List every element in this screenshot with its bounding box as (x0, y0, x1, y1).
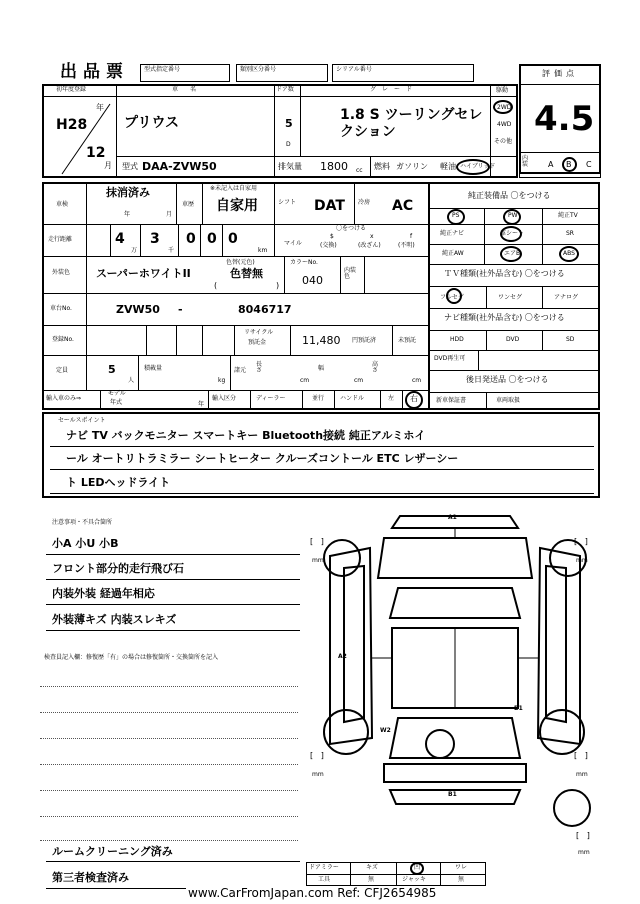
fuel-label: 燃料 (374, 162, 390, 171)
mileage-tamper-symbol: x (370, 233, 374, 240)
mm-bracket-fl: [ ] (310, 537, 324, 546)
dims-label: 諸元 (234, 367, 247, 374)
equip-oem-aw: 純正AW (442, 250, 464, 257)
damage-a2: A2 (338, 653, 347, 660)
legend-crack: ワレ (455, 864, 468, 871)
inspector-label: 検査員記入欄：修復歴「有」の場合は修復箇所・交換箇所を記入 (44, 654, 219, 661)
damage-b1-rear: B1 (448, 791, 457, 798)
interior-color-label: 内装色 (344, 267, 357, 280)
interior-grade-label: 内装 (522, 155, 529, 168)
color-no-value: 040 (302, 274, 323, 287)
oem-title: 純正装備品 〇をつける (468, 191, 551, 200)
mm-bracket-fr: [ ] (574, 537, 588, 546)
color-value: スーパーホワイトII (96, 267, 191, 280)
type-cert-label: 型式指定番号 (144, 66, 181, 73)
height-label: 高さ (372, 361, 379, 374)
reg-no-label: 登録No. (52, 336, 74, 343)
legend-door-mirror: ドアミラー (309, 864, 339, 871)
inspection-label: 車検 (56, 201, 69, 208)
fuel-hybrid: ハイブリッド (460, 163, 496, 170)
equip-pw: PW (508, 212, 518, 219)
doors-value: 5 (285, 117, 293, 130)
year-era: H28 (56, 117, 88, 133)
interior-grade-b-circle (562, 157, 577, 172)
handle-right: 右 (410, 394, 418, 403)
car-damage-diagram (300, 508, 610, 860)
manual: 車両取扱 (496, 397, 521, 404)
mileage-digit5: 0 (228, 231, 238, 247)
recycle-paid: 円預託済 (352, 337, 377, 344)
color-change-paren-open: ( (214, 281, 218, 290)
capacity-unit: 人 (128, 377, 135, 384)
notes-bottom2: 第三者検査済み (52, 871, 129, 884)
mileage-man: 万 (131, 247, 138, 254)
import-label: 輸入車のみ⇒ (46, 395, 82, 402)
equip-ps-circle (447, 209, 465, 225)
navi-dvd: DVD (506, 336, 520, 343)
handle-left: 左 (388, 395, 395, 402)
length-cm: cm (300, 377, 310, 384)
color-change-label: 色替(元色) (226, 259, 255, 266)
displacement-label: 排気量 (278, 162, 302, 171)
notes-line2: フロント部分的走行飛び石 (52, 562, 184, 575)
mileage-km: km (258, 247, 268, 254)
legend-tool-value: 無 (368, 876, 375, 883)
color-no-label: カラーNo. (290, 259, 318, 266)
mileage-swap: (交換) (320, 242, 337, 249)
handle-right-circle (405, 391, 423, 409)
import-class-label: 輸入区分 (212, 395, 237, 402)
mileage-circle-note: 〇をつける (336, 225, 367, 232)
equip-ps: PS (452, 212, 460, 219)
month-unit: 月 (104, 161, 112, 170)
mileage-digit2: 3 (150, 231, 160, 247)
mm-bracket-rl: [ ] (310, 751, 324, 760)
equip-oem-tv: 純正TV (558, 212, 578, 219)
tv-oneseg: ワンセグ (498, 294, 523, 301)
chassis-prefix: ZVW50 (116, 303, 160, 316)
mm-bracket-rr: [ ] (574, 751, 588, 760)
equip-airbag-circle (500, 246, 522, 262)
handle-label: ハンドル (340, 395, 365, 402)
equip-abs-circle (559, 246, 579, 262)
equip-pw-circle (503, 209, 521, 225)
notes-line4: 外装薄キズ 内装スレキズ (52, 613, 177, 626)
notes-line3: 内装外装 経過年相応 (52, 587, 155, 600)
mm-fr: mm (576, 557, 588, 564)
drive-2wd: 2WD (497, 104, 512, 111)
tv-analog: アナログ (554, 294, 579, 301)
mileage-digit4: 0 (207, 231, 217, 247)
mileage-unknown: (不明) (398, 242, 415, 249)
inspection-value: 抹消済み (106, 186, 150, 199)
legend-dent-circle (410, 862, 424, 875)
navi-hdd: HDD (450, 336, 464, 343)
mileage-digit1: 4 (115, 231, 125, 247)
recycle-value: 11,480 (302, 334, 341, 347)
recycle-unpaid: 未預託 (398, 337, 417, 344)
displacement-unit: cc (356, 167, 363, 174)
capacity-value: 5 (108, 363, 116, 376)
equip-sr: SR (566, 230, 574, 237)
chassis-label: 車台No. (50, 305, 72, 312)
notes-bottom1: ルームクリーニング済み (52, 845, 173, 858)
navi-sd: SD (566, 336, 575, 343)
serial-label: シリアル番号 (336, 66, 372, 73)
damage-a1: A1 (448, 514, 457, 521)
chassis-number: 8046717 (238, 303, 292, 316)
drive-other: その他 (494, 138, 513, 145)
first-reg-label: 初年度登録 (56, 86, 87, 93)
mm-rr: mm (576, 771, 588, 778)
fuel-gasoline: ガソリン (396, 162, 428, 171)
warranty-book: 新車保証書 (436, 397, 467, 404)
chassis-dash: - (178, 303, 183, 316)
mm-fl: mm (312, 557, 324, 564)
score-value: 4.5 (534, 99, 595, 139)
width-cm: cm (354, 377, 364, 384)
width-label: 幅 (318, 365, 325, 372)
recycle-label-1: リサイクル (244, 329, 274, 336)
damage-b1-side: B1 (514, 705, 523, 712)
month-value: 12 (86, 145, 106, 161)
car-name-value: プリウス (124, 115, 180, 131)
notes-label: 注意事項・不具合箇所 (52, 519, 113, 526)
mm-spare: mm (578, 849, 590, 856)
navi-title: ナビ種類(社外品含む) 〇をつける (444, 313, 565, 322)
inspection-year: 年 (124, 211, 131, 218)
model-label: 型式 (122, 162, 138, 171)
color-change-paren-close: ) (276, 281, 280, 290)
fuel-diesel: 軽油 (440, 162, 456, 171)
damage-w2: W2 (380, 727, 391, 734)
color-label: 外装色 (52, 269, 71, 276)
score-label: 評価点 (542, 69, 578, 78)
load-label: 積載量 (144, 365, 163, 372)
drive-label: 駆動 (496, 87, 509, 94)
doors-unit: D (286, 141, 291, 148)
interior-grade-a: A (548, 160, 554, 169)
equip-leather: 革シート (500, 230, 525, 237)
mileage-label: 走行距離 (48, 236, 73, 243)
height-cm: cm (412, 377, 422, 384)
document-title: 出品票 (60, 62, 129, 82)
history-value: 自家用 (216, 198, 258, 214)
grade-line1: 1.8 S ツーリングセレ (340, 107, 483, 123)
equip-abs: ABS (563, 250, 575, 257)
dealer-value: ディーラー (256, 395, 286, 402)
tv-fullseg-circle (446, 288, 462, 304)
model-value: DAA-ZVW50 (142, 160, 217, 173)
interior-grade-b: B (566, 160, 572, 169)
model-year-unit: 年 (198, 401, 205, 408)
sales-line2: ール オートリトラミラー シートヒーター クルーズコントール ETC レザーシー (66, 452, 459, 465)
mileage-unknown-symbol: f (410, 233, 413, 240)
recycle-label-2: 預託金 (248, 339, 267, 346)
displacement-value: 1800 (320, 160, 348, 173)
capacity-label: 定員 (56, 367, 69, 374)
drive-2wd-circle (493, 100, 513, 114)
legend-jack: ジャッキ (402, 876, 426, 883)
equip-oem-navi: 純正ナビ (440, 230, 465, 237)
mileage-miles: マイル (284, 240, 302, 247)
year-unit: 年 (96, 103, 104, 112)
mm-bracket-spare: [ ] (576, 831, 590, 840)
tv-title: ＴＶ種類(社外品含む) 〇をつける (444, 269, 565, 278)
ac-value: AC (392, 198, 414, 214)
color-change-value: 色替無 (230, 267, 263, 280)
watermark: www.CarFromJapan.com Ref: CFJ2654985 (188, 886, 437, 900)
sales-line3: ト LEDヘッドライト (66, 476, 171, 489)
mileage-digit3: 0 (186, 231, 196, 247)
shift-label: シフト (278, 199, 297, 206)
sales-label: セールスポイント (58, 417, 106, 424)
interior-grade-c: C (586, 160, 592, 169)
equip-airbag: エアB (504, 250, 521, 257)
sales-line1: ナビ TV バックモニター スマートキー Bluetooth接続 純正アルミホイ (66, 429, 426, 442)
mm-rl: mm (312, 771, 324, 778)
ac-label: 冷房 (358, 199, 371, 206)
grade-line2: クション (340, 124, 396, 140)
fuel-hybrid-circle (456, 159, 490, 175)
load-unit: kg (218, 377, 226, 384)
car-name-label: 車 名 (172, 86, 197, 93)
legend-dent: 凹 (414, 864, 421, 871)
aftermarket-title: 後日発送品 〇をつける (466, 375, 549, 384)
model-year-label-1: モデル (108, 390, 126, 397)
shift-value: DAT (314, 198, 345, 214)
parallel-value: 並行 (312, 395, 325, 402)
class-label: 類別区分番号 (240, 66, 277, 73)
mileage-swap-symbol: $ (330, 233, 334, 240)
legend-tool: 工具 (318, 876, 331, 883)
mileage-sen: 千 (168, 247, 175, 254)
history-label: 車歴 (182, 201, 195, 208)
tv-fullseg: フルセグ (440, 294, 464, 301)
legend-jack-value: 無 (458, 876, 465, 883)
inspection-month: 月 (166, 211, 173, 218)
drive-4wd: 4WD (497, 121, 512, 128)
doors-label: ドア数 (276, 86, 294, 93)
history-note: ※未記入は自家用 (210, 185, 258, 192)
length-label: 長さ (256, 361, 263, 374)
grade-label: グ レ ー ド (370, 86, 413, 93)
notes-line1: 小A 小U 小B (52, 537, 119, 550)
legend-scratch: キズ (366, 864, 378, 871)
navi-dvd-player: DVD再生可 (434, 355, 466, 362)
model-year-label-2: 年式 (110, 399, 123, 406)
mileage-tamper: (改ざん) (358, 242, 381, 249)
equip-leather-circle (500, 226, 525, 242)
